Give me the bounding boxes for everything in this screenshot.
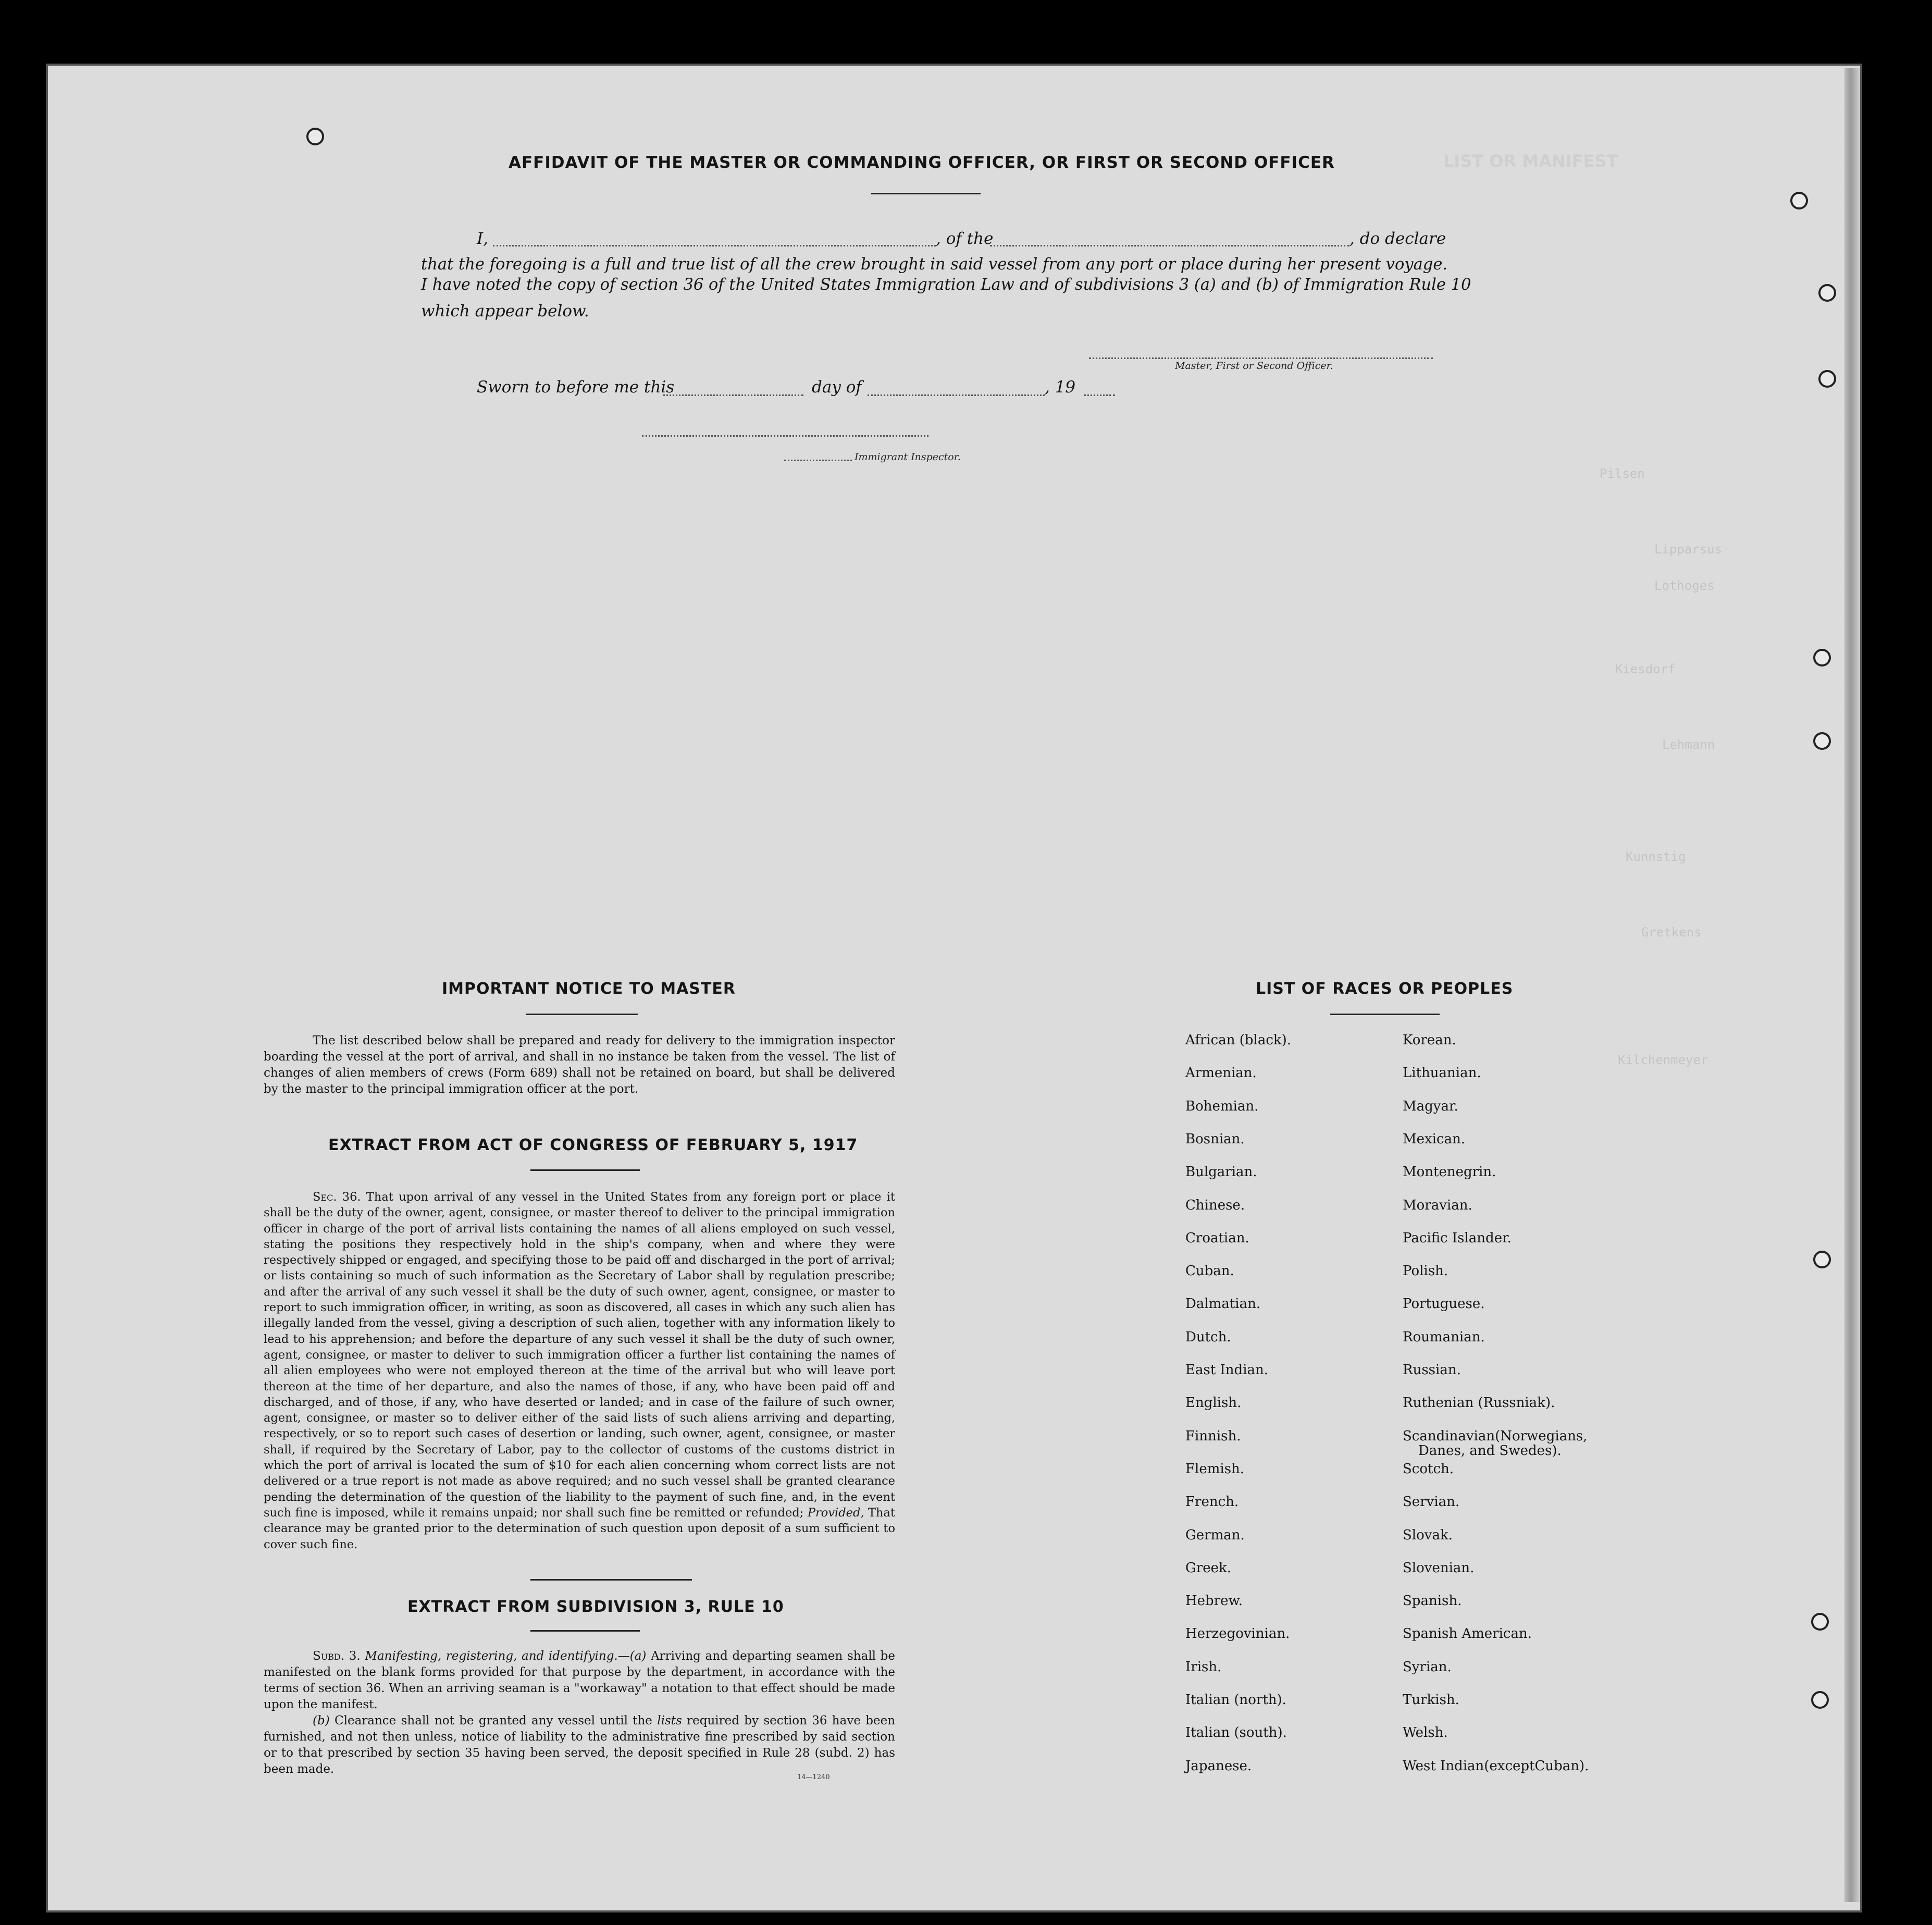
race-item: Portuguese.	[1403, 1296, 1485, 1312]
act-text	[264, 1189, 895, 1552]
race-item: Chinese.	[1185, 1198, 1245, 1213]
signature-caption: Master, First or Second Officer.	[1175, 360, 1333, 372]
day-of-label: day of	[812, 378, 862, 397]
year-label: , 19	[1045, 378, 1076, 397]
race-item: Armenian.	[1185, 1065, 1257, 1081]
act-provided: Provided,	[807, 1506, 864, 1520]
affidavit-line-4: which appear below.	[421, 302, 589, 320]
punch-hole	[306, 128, 324, 145]
document-page	[48, 66, 1860, 1910]
race-item: Dalmatian.	[1185, 1296, 1261, 1312]
race-item: Polish.	[1403, 1263, 1448, 1279]
form-code: 14—1240	[797, 1773, 830, 1781]
sworn-year-field[interactable]	[1084, 394, 1115, 396]
inspector-dotted-lead	[784, 460, 852, 461]
race-item: Pacific Islander.	[1403, 1230, 1512, 1246]
race-item: Scandinavian(Norwegians,	[1403, 1428, 1588, 1444]
affidavit-line-3: I have noted the copy of section 36 of the United States Immigration Law and of subdivisions 3 (a) and (b) of Immigration Rule 10	[421, 276, 1471, 294]
vessel-name-field[interactable]	[990, 245, 1349, 246]
rule-underline	[530, 1630, 640, 1632]
bleed-through-text: Kunnstig	[1626, 849, 1686, 864]
race-item: Greek.	[1185, 1560, 1231, 1576]
race-item: Spanish.	[1403, 1593, 1462, 1609]
race-item: Moravian.	[1403, 1198, 1472, 1213]
title-underline	[871, 193, 981, 194]
rule-text-b2: required by section 36 have been furnished, and not then unless, notice of liability to the administrative fine prescribed by said section or to that prescribed by section 35 having been served, the deposit specified in Rule 28 (subd. 2) has been made.	[264, 1714, 896, 1776]
punch-hole	[1818, 370, 1836, 388]
race-item: Slovenian.	[1403, 1560, 1475, 1576]
race-item: Roumanian.	[1403, 1329, 1485, 1345]
race-item: Magyar.	[1403, 1099, 1458, 1114]
race-item: Ruthenian (Russniak).	[1403, 1395, 1555, 1411]
race-item: Lithuanian.	[1403, 1065, 1481, 1081]
race-item: Japanese.	[1185, 1758, 1252, 1774]
punch-hole	[1813, 732, 1831, 750]
sworn-label: Sworn to before me this	[477, 378, 675, 397]
rule-para-a	[264, 1648, 895, 1713]
act-underline	[530, 1169, 640, 1171]
race-item: Bosnian.	[1185, 1131, 1245, 1147]
race-item: Syrian.	[1403, 1659, 1452, 1675]
rule-text	[264, 1648, 895, 1778]
sworn-month-field[interactable]	[868, 394, 1045, 396]
race-item: Croatian.	[1185, 1230, 1249, 1246]
bleed-through-text: Gretkens	[1641, 925, 1702, 940]
race-item: Turkish.	[1403, 1692, 1459, 1708]
act-section-label: Sec. 36.	[313, 1190, 361, 1204]
declarant-name-field[interactable]	[493, 245, 936, 246]
act-body-end: That clearance may be granted prior to the determination of such question upon deposit of a sum sufficient to cover such fine.	[264, 1506, 895, 1551]
act-body: That upon arrival of any vessel in the United States from any foreign port or place it shall be the duty of the owner, agent, consignee, or master thereof to deliver to the principal immigration officer in charge of the port of arrival lists containing the names of all aliens employed on such vessel, stating the positions they respectively hold in the ship's company, when and where they were respectively shipped or engaged, and specifying those to be paid off and discharged in the port of arrival; or lists containing so much of such information as the Secretary of Labor shall by regulation prescribe; and after the arrival of any such vessel it shall be the duty of such owner, agent, consignee, or master to report to such immigration officer, in writing, as soon as discovered, all cases in which any such alien has illegally landed from the vessel, giving a description of such alien, together with any information likely to lead to his apprehension; and before the departure of any such vessel it shall be the duty of such owner, agent, consignee, or master to deliver to such immigration officer a further list containing the names of all alien employees who were not employed thereon at the time of the arrival but who will leave port thereon at the time of her departure, and also the names of those, if any, who have been paid off and discharged, and of those, if any, who have deserted or landed; and in case of the failure of such owner, agent, consignee, or master so to deliver either of the said lists of such aliens arriving and departing, respectively, or so to report such cases of desertion or landing, such owner, agent, consignee, or master shall, if required by the Secretary of Labor, pay to the collector of customs of the customs district in which the port of arrival is located the sum of $10 for each alien concerning whom correct lists are not delivered or a true report is not made as above required; and no such vessel shall be granted clearance pending the determination of the question of the liability to the payment of such fine, and, in the event such fine is imposed, while it remains unpaid; nor shall such fine be remitted or refunded;	[264, 1190, 895, 1520]
race-item-continuation: Danes, and Swedes).	[1418, 1443, 1562, 1459]
race-item: Scotch.	[1403, 1461, 1454, 1477]
act-end-rule	[530, 1579, 692, 1581]
race-item: Bohemian.	[1185, 1099, 1259, 1114]
bleed-through-text: Lothoges	[1654, 578, 1715, 593]
sworn-day-field[interactable]	[663, 394, 803, 396]
race-item: Herzegovinian.	[1185, 1626, 1290, 1642]
rule-title: EXTRACT FROM SUBDIVISION 3, RULE 10	[407, 1598, 784, 1616]
punch-hole	[1813, 1251, 1831, 1268]
race-item: Flemish.	[1185, 1461, 1245, 1477]
races-title: LIST OF RACES OR PEOPLES	[1256, 980, 1514, 998]
race-item: Italian (south).	[1185, 1725, 1287, 1741]
race-item: Spanish American.	[1403, 1626, 1532, 1642]
bleed-through-text: LIST OR MANIFEST	[1443, 151, 1618, 171]
punch-hole	[1811, 1613, 1829, 1631]
race-item: Finnish.	[1185, 1428, 1241, 1444]
bleed-through-text: Pilsen	[1600, 466, 1645, 481]
race-item: Bulgarian.	[1185, 1164, 1257, 1180]
race-item: Welsh.	[1403, 1725, 1448, 1741]
do-declare-label: , do declare	[1349, 229, 1446, 248]
race-item: Servian.	[1403, 1494, 1460, 1510]
race-item: West Indian(exceptCuban).	[1403, 1758, 1589, 1774]
rule-b-label: (b)	[313, 1714, 330, 1727]
notice-underline	[526, 1014, 638, 1015]
notice-text	[264, 1033, 895, 1097]
bleed-through-text: Lipparsus	[1654, 542, 1723, 557]
punch-hole	[1818, 284, 1836, 302]
bleed-through-text: Kilchenmeyer	[1618, 1053, 1708, 1067]
rule-text-a: Arriving and departing seamen shall be manifested on the blank forms provided for that purpose by the department, in accordance with the terms of section 36. When an arriving seaman is a "workaway" a notation to that effect should be made upon the manifest.	[264, 1649, 896, 1711]
race-item: Slovak.	[1403, 1527, 1453, 1543]
punch-hole	[1790, 192, 1808, 209]
races-underline	[1330, 1014, 1440, 1015]
race-item: Russian.	[1403, 1362, 1461, 1378]
act-title: EXTRACT FROM ACT OF CONGRESS OF FEBRUARY 5, 1917	[328, 1136, 858, 1154]
punch-hole	[1813, 649, 1831, 667]
race-item: English.	[1185, 1395, 1242, 1411]
notice-title: IMPORTANT NOTICE TO MASTER	[442, 980, 736, 998]
race-item: Cuban.	[1185, 1263, 1234, 1279]
race-item: Montenegrin.	[1403, 1164, 1496, 1180]
rule-subd-label: Subd. 3.	[313, 1649, 361, 1663]
race-item: Mexican.	[1403, 1131, 1466, 1147]
punch-hole	[1811, 1691, 1829, 1709]
declarant-prefix: I,	[477, 229, 489, 248]
race-item: Irish.	[1185, 1659, 1222, 1675]
affidavit-title: AFFIDAVIT OF THE MASTER OR COMMANDING OFFICER, OR FIRST OR SECOND OFFICER	[509, 153, 1335, 172]
race-item: French.	[1185, 1494, 1239, 1510]
race-item: Italian (north).	[1185, 1692, 1286, 1708]
inspector-signature-field[interactable]	[642, 435, 928, 437]
rule-lists-word: lists	[657, 1714, 682, 1727]
rule-text-b1: Clearance shall not be granted any vessel until the	[335, 1714, 652, 1727]
race-item: African (black).	[1185, 1032, 1292, 1048]
notice-body: The list described below shall be prepared and ready for delivery to the immigration inspector boarding the vessel at the port of arrival, and shall in no instance be taken from the vessel. The list of changes of alien members of crews (Form 689) shall not be retained on board, but shall be delivered by the master to the principal immigration officer at the port.	[264, 1034, 895, 1096]
inspector-caption: Immigrant Inspector.	[854, 451, 961, 463]
race-item: German.	[1185, 1527, 1245, 1543]
of-the-label: , of the	[936, 229, 994, 248]
signature-field[interactable]	[1089, 357, 1433, 359]
rule-para-b	[264, 1713, 895, 1778]
bleed-through-text: Kiesdorf	[1615, 662, 1676, 676]
rule-subd-title: Manifesting, registering, and identifying.—(a)	[365, 1649, 647, 1663]
bleed-through-text: Lehmann	[1662, 737, 1715, 752]
stacked-page-edge	[1844, 68, 1860, 1902]
race-item: Dutch.	[1185, 1329, 1231, 1345]
race-item: East Indian.	[1185, 1362, 1269, 1378]
race-item: Korean.	[1403, 1032, 1456, 1048]
affidavit-line-2: that the foregoing is a full and true list of all the crew brought in said vessel from any port or place during her present voyage.	[421, 255, 1448, 274]
race-item: Hebrew.	[1185, 1593, 1243, 1609]
